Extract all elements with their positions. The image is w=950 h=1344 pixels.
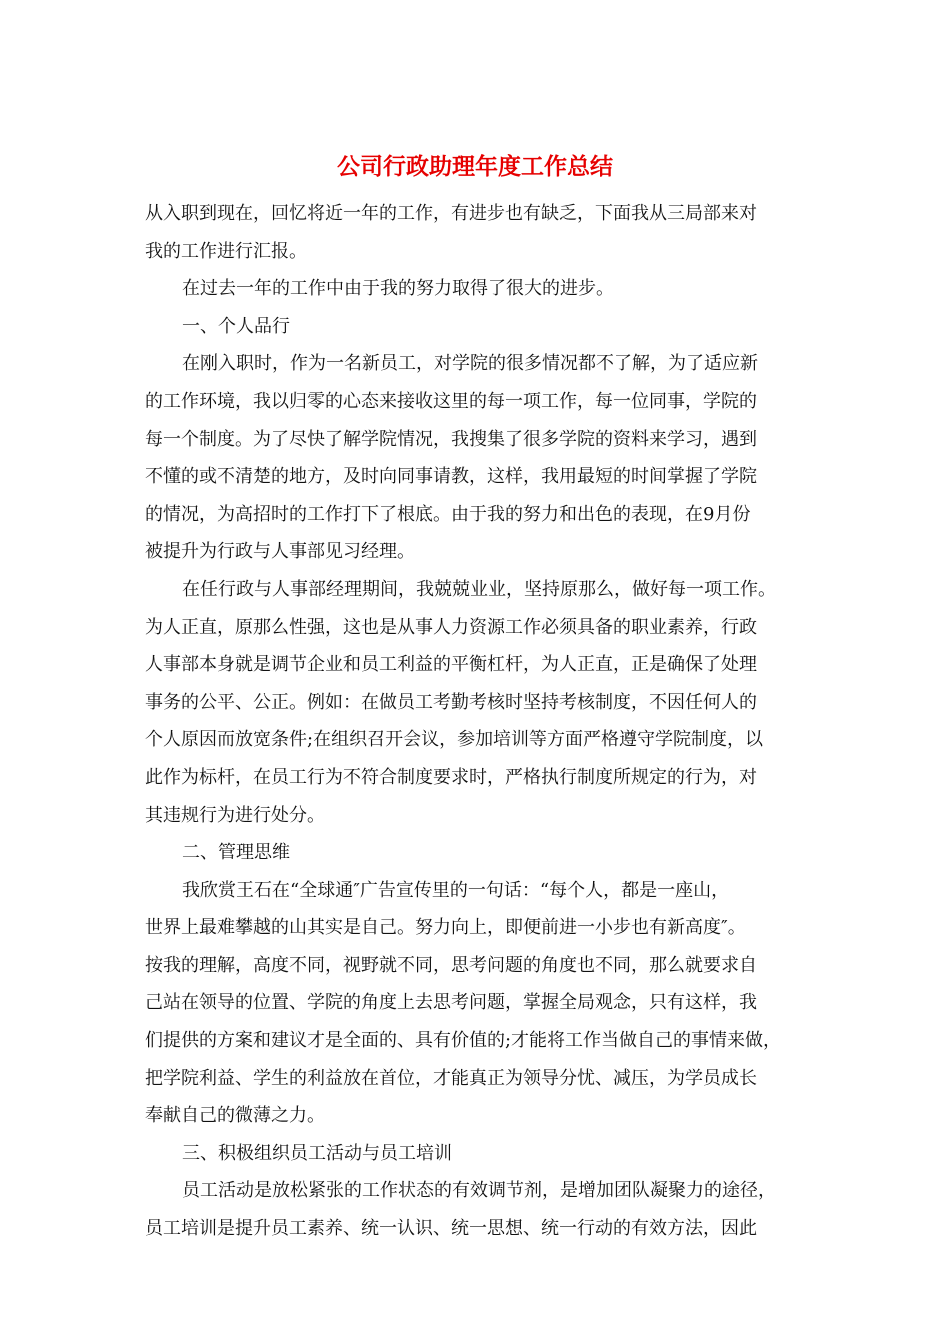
text-line: 们提供的方案和建议才是全面的、具有价值的;才能将工作当做自己的事情来做， [145,1030,782,1052]
document-title: 公司行政助理年度工作总结 [337,153,613,180]
text-line: 被提升为行政与人事部见习经理。 [145,541,415,563]
text-line: 员工培训是提升员工素养、统一认识、统一思想、统一行动的有效方法，因此 [145,1218,757,1240]
text-line: 按我的理解，高度不同，视野就不同，思考问题的角度也不同，那么就要求自 [145,954,757,976]
text-line: 一、个人品行 [182,315,290,337]
text-line: 在过去一年的工作中由于我的努力取得了很大的进步。 [182,278,614,300]
text-line: 为人正直，原那么性强，这也是从事人力资源工作必须具备的职业素养，行政 [145,616,757,638]
text-line: 己站在领导的位置、学院的角度上去思考问题，掌握全局观念，只有这样，我 [145,992,757,1014]
text-line: 二、管理思维 [182,842,290,864]
text-line: 的情况，为高招时的工作打下了根底。由于我的努力和出色的表现，在9月份 [145,503,751,525]
text-line: 三、积极组织员工活动与员工培训 [182,1142,452,1164]
text-line: 每一个制度。为了尽快了解学院情况，我搜集了很多学院的资料来学习，遇到 [145,428,757,450]
text-line: 此作为标杆，在员工行为不符合制度要求时，严格执行制度所规定的行为，对 [145,766,757,788]
text-line: 事务的公平、公正。例如：在做员工考勤考核时坚持考核制度，不因任何人的 [145,691,757,713]
text-line: 世界上最难攀越的山其实是自己。努力向上，即便前进一小步也有新高度″。 [145,917,746,939]
text-line: 在刚入职时，作为一名新员工，对学院的很多情况都不了解，为了适应新 [182,353,758,375]
text-line: 个人原因而放宽条件;在组织召开会议，参加培训等方面严格遵守学院制度，以 [145,729,764,751]
text-line: 的工作环境，我以归零的心态来接收这里的每一项工作，每一位同事，学院的 [145,390,757,412]
text-line: 人事部本身就是调节企业和员工利益的平衡杠杆，为人正直，正是确保了处理 [145,654,757,676]
text-line: 员工活动是放松紧张的工作状态的有效调节剂，是增加团队凝聚力的途径， [182,1180,776,1202]
text-line: 不懂的或不清楚的地方，及时向同事请教，这样，我用最短的时间掌握了学院 [145,466,757,488]
text-line: 奉献自己的微薄之力。 [145,1105,325,1127]
text-line: 我欣赏王石在“全球通″广告宣传里的一句话：“每个人，都是一座山， [182,879,730,901]
text-line: 把学院利益、学生的利益放在首位，才能真正为领导分忧、减压，为学员成长 [145,1067,757,1089]
text-line: 其违规行为进行处分。 [145,804,325,826]
text-line: 我的工作进行汇报。 [145,240,307,262]
text-line: 在任行政与人事部经理期间，我兢兢业业，坚持原那么，做好每一项工作。 [182,578,776,600]
document-body [145,195,825,1248]
text-line: 从入职到现在，回忆将近一年的工作，有进步也有缺乏，下面我从三局部来对 [145,203,757,224]
